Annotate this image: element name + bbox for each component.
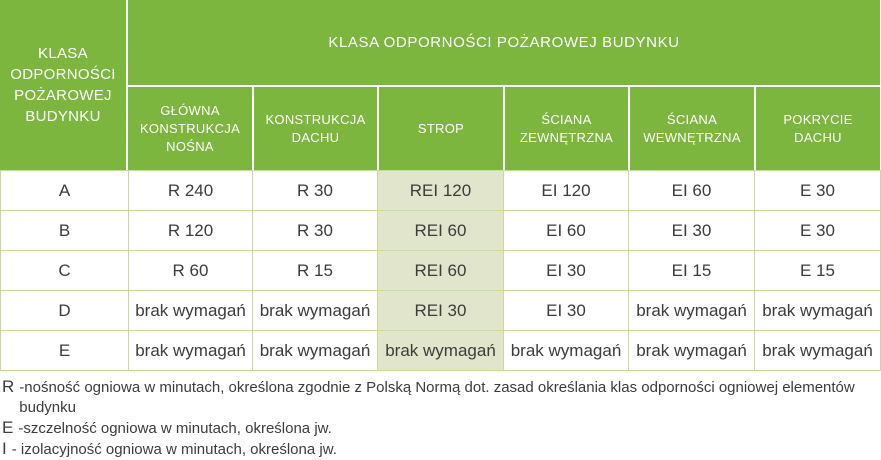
column-header-glowna-konstrukcja-nosna: GŁÓWNA KONSTRUKCJA NOŚNA [128,85,252,170]
value-cell: brak wymagań [504,331,629,371]
main-header-title: KLASA ODPORNOŚCI POŻAROWEJ BUDYNKU [128,0,880,85]
column-header-strop: STROP [377,85,503,170]
value-cell: R 120 [129,211,253,251]
table-row [1,331,881,371]
value-cell-strop: REI 60 [378,251,504,291]
class-cell: E [1,331,129,371]
column-header-pokrycie-dachu: POKRYCIE DACHU [754,85,880,170]
legend [0,371,880,460]
value-cell: R 60 [129,251,253,291]
value-cell: brak wymagań [129,331,253,371]
value-cell: R 240 [129,171,253,211]
class-cell: A [1,171,129,211]
legend-line [2,418,878,439]
value-cell: E 30 [755,211,881,251]
value-cell: brak wymagań [253,291,378,331]
value-cell: EI 30 [504,251,629,291]
table-row [1,171,881,211]
value-cell: brak wymagań [755,291,881,331]
legend-symbol-e: E [2,418,14,437]
column-header-sciana-wewnetrzna: ŚCIANA WEWNĘTRZNA [628,85,754,170]
legend-symbol-r: R [2,377,15,396]
legend-text: -szczelność ogniowa w minutach, określona jw. [18,420,332,437]
value-cell: EI 60 [629,171,755,211]
table-header [0,0,880,170]
value-cell: brak wymagań [129,291,253,331]
legend-symbol-i: I [2,439,7,458]
value-cell-strop: REI 60 [378,211,504,251]
table-row [1,251,881,291]
value-cell: R 15 [253,251,378,291]
legend-text: - izolacyjność ogniowa w minutach, określona jw. [11,441,337,458]
table-row [1,211,881,251]
corner-header: KLASA ODPORNOŚCI POŻAROWEJ BUDYNKU [0,0,128,170]
value-cell: E 30 [755,171,881,211]
value-cell: EI 120 [504,171,629,211]
value-cell: brak wymagań [253,331,378,371]
value-cell: brak wymagań [629,331,755,371]
class-cell: C [1,251,129,291]
table-row [1,291,881,331]
value-cell-strop: REI 30 [378,291,504,331]
column-header-sciana-zewnetrzna: ŚCIANA ZEWNĘTRZNA [503,85,628,170]
legend-line [2,377,878,418]
class-cell: D [1,291,129,331]
value-cell: EI 60 [504,211,629,251]
value-cell-strop: brak wymagań [378,331,504,371]
column-header-konstrukcja-dachu: KONSTRUKCJA DACHU [252,85,377,170]
legend-line [2,439,878,460]
value-cell: EI 30 [629,211,755,251]
value-cell: E 15 [755,251,881,291]
legend-text: -nośność ogniowa w minutach, określona zgodnie z Polską Normą dot. zasad określania klas odporności ogniowej elementów budynku [19,379,855,416]
value-cell: brak wymagań [629,291,755,331]
value-cell-strop: REI 120 [378,171,504,211]
value-cell: R 30 [253,171,378,211]
class-cell: B [1,211,129,251]
value-cell: EI 30 [504,291,629,331]
fire-resistance-table [0,170,881,371]
value-cell: brak wymagań [755,331,881,371]
value-cell: EI 15 [629,251,755,291]
value-cell: R 30 [253,211,378,251]
